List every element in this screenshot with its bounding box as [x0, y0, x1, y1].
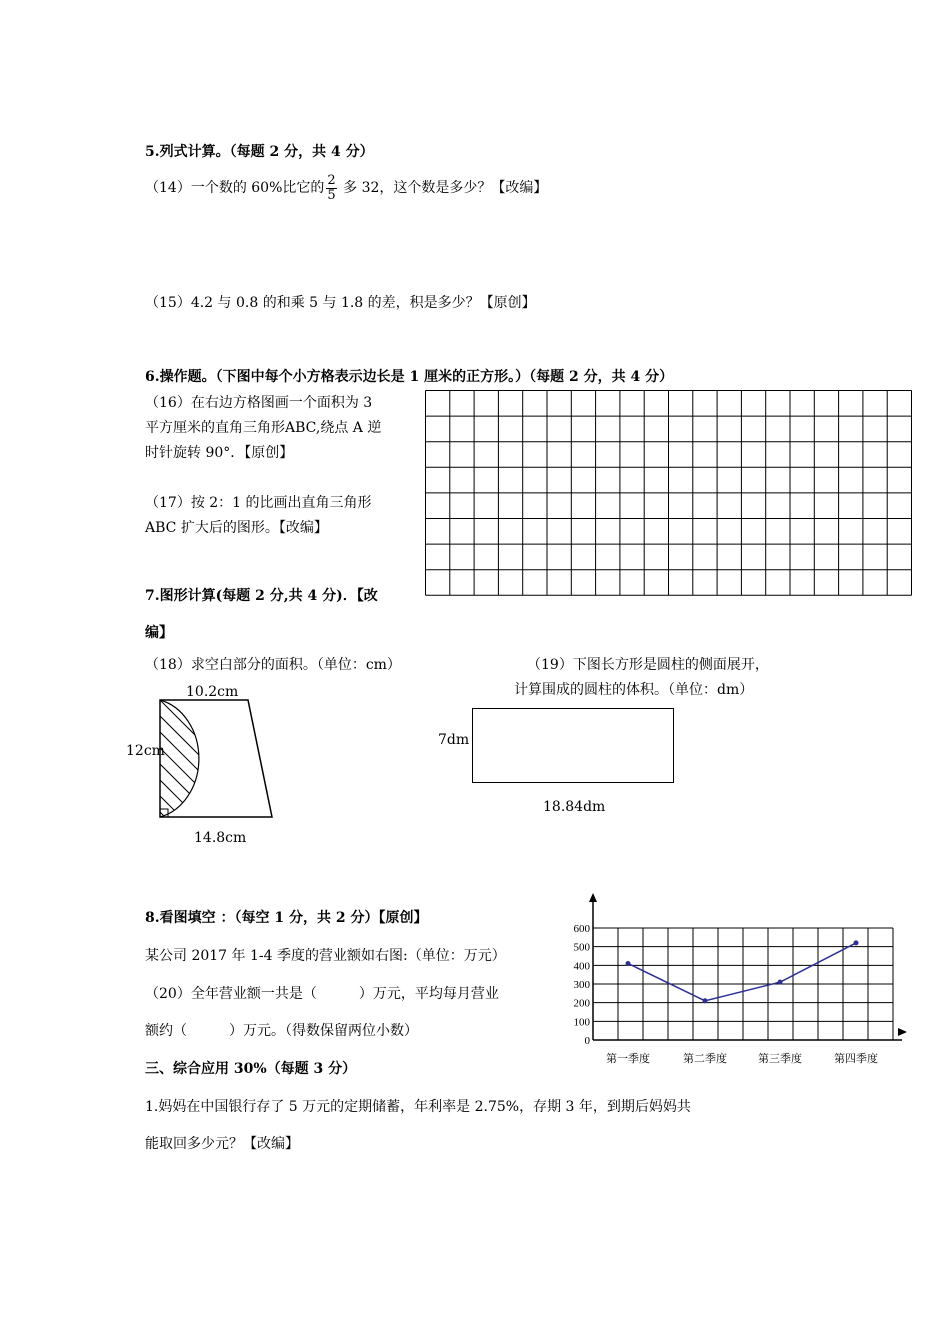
series-line [628, 943, 856, 1001]
question-18: （18）求空白部分的面积。（单位：cm） [145, 657, 401, 673]
fig19-width-label: 18.84dm [543, 799, 606, 815]
app-q1-line1: 1.妈妈在中国银行存了 5 万元的定期储蓄，年利率是 2.75%，存期 3 年，到期后妈妈共 [145, 1099, 691, 1115]
section8-heading: 8.看图填空 ：（每空 1 分，共 2 分）【原创】 [145, 910, 428, 926]
q14-fraction-numerator: 2 [327, 172, 336, 188]
q14-text-pre: （14）一个数的 60%比它的 [145, 180, 325, 196]
y-axis-arrow-icon [589, 893, 597, 902]
figure-18-trapezoid [120, 680, 290, 850]
drawing-grid[interactable] [425, 388, 915, 600]
q14-text-post: 多 32，这个数是多少？【改编】 [338, 180, 548, 196]
q19-line1: （19）下图长方形是圆柱的侧面展开， [527, 657, 769, 673]
x-tick-label: 第一季度 [606, 1053, 650, 1065]
figure-19-rectangle [472, 708, 674, 783]
fig18-top-label: 10.2cm [186, 684, 239, 700]
chart-y-tick-labels [574, 923, 591, 1047]
q16-line2: 平方厘米的直角三角形ABC,绕点 A 逆 [145, 420, 382, 436]
quarterly-revenue-chart [560, 888, 910, 1073]
y-tick-label: 600 [573, 923, 590, 935]
section7-heading-line2: 编】 [145, 625, 173, 641]
question-14 [145, 168, 547, 208]
fig18-bottom-label: 14.8cm [194, 830, 247, 846]
y-tick-label: 500 [573, 941, 590, 954]
q19-line2: 计算围成的圆柱的体积。（单位：dm） [514, 682, 754, 698]
chart-gridlines [593, 928, 893, 1040]
section5-heading: 5.列式计算。（每题 2 分，共 4 分） [145, 144, 374, 160]
question-15: （15）4.2 与 0.8 的和乘 5 与 1.8 的差，积是多少？【原创】 [145, 295, 536, 311]
y-tick-label: 0 [584, 1035, 590, 1047]
data-point [854, 940, 859, 945]
section6-heading: 6.操作题。（下图中每个小方格表示边长是 1 厘米的正方形。）（每题 2 分，共 4 分） [145, 369, 674, 385]
fig18-left-label: 12cm [126, 743, 165, 759]
q14-fraction-denominator: 5 [327, 187, 336, 203]
data-point [703, 998, 708, 1003]
q20-line2: 额约（ ）万元。（得数保留两位小数） [145, 1023, 418, 1039]
section3-heading: 三、综合应用 30%（每题 3 分） [145, 1061, 357, 1077]
q16-line3: 时针旋转 90°．【原创】 [145, 445, 294, 461]
q16-line1: （16）在右边方格图画一个面积为 3 [145, 395, 373, 411]
chart-series [626, 940, 859, 1003]
fig19-height-label: 7dm [438, 732, 470, 748]
y-tick-label: 200 [573, 997, 590, 1010]
data-point [626, 961, 631, 966]
q14-fraction [326, 174, 336, 203]
x-tick-label: 第四季度 [834, 1053, 878, 1065]
app-q1-line2: 能取回多少元？【改编】 [145, 1136, 299, 1152]
y-tick-label: 300 [573, 979, 590, 991]
y-tick-label: 100 [573, 1016, 590, 1029]
x-tick-label: 第三季度 [758, 1053, 802, 1065]
y-tick-label: 400 [573, 960, 590, 973]
chart-x-tick-labels [606, 1051, 878, 1065]
data-point [778, 980, 783, 985]
x-axis-arrow-icon [898, 1028, 907, 1036]
trapezoid-outline [160, 700, 272, 817]
q17-line1: （17）按 2：1 的比画出直角三角形 [145, 495, 372, 511]
q20-line1: （20）全年营业额一共是（ ）万元，平均每月营业 [145, 986, 499, 1002]
hatch-pattern [140, 680, 290, 850]
section7-heading-line1: 7.图形计算(每题 2 分,共 4 分)．【改 [145, 588, 378, 604]
section8-intro: 某公司 2017 年 1-4 季度的营业额如右图:（单位：万元） [145, 948, 506, 964]
q17-line2: ABC 扩大后的图形。【改编】 [145, 520, 328, 536]
x-tick-label: 第二季度 [683, 1053, 727, 1065]
